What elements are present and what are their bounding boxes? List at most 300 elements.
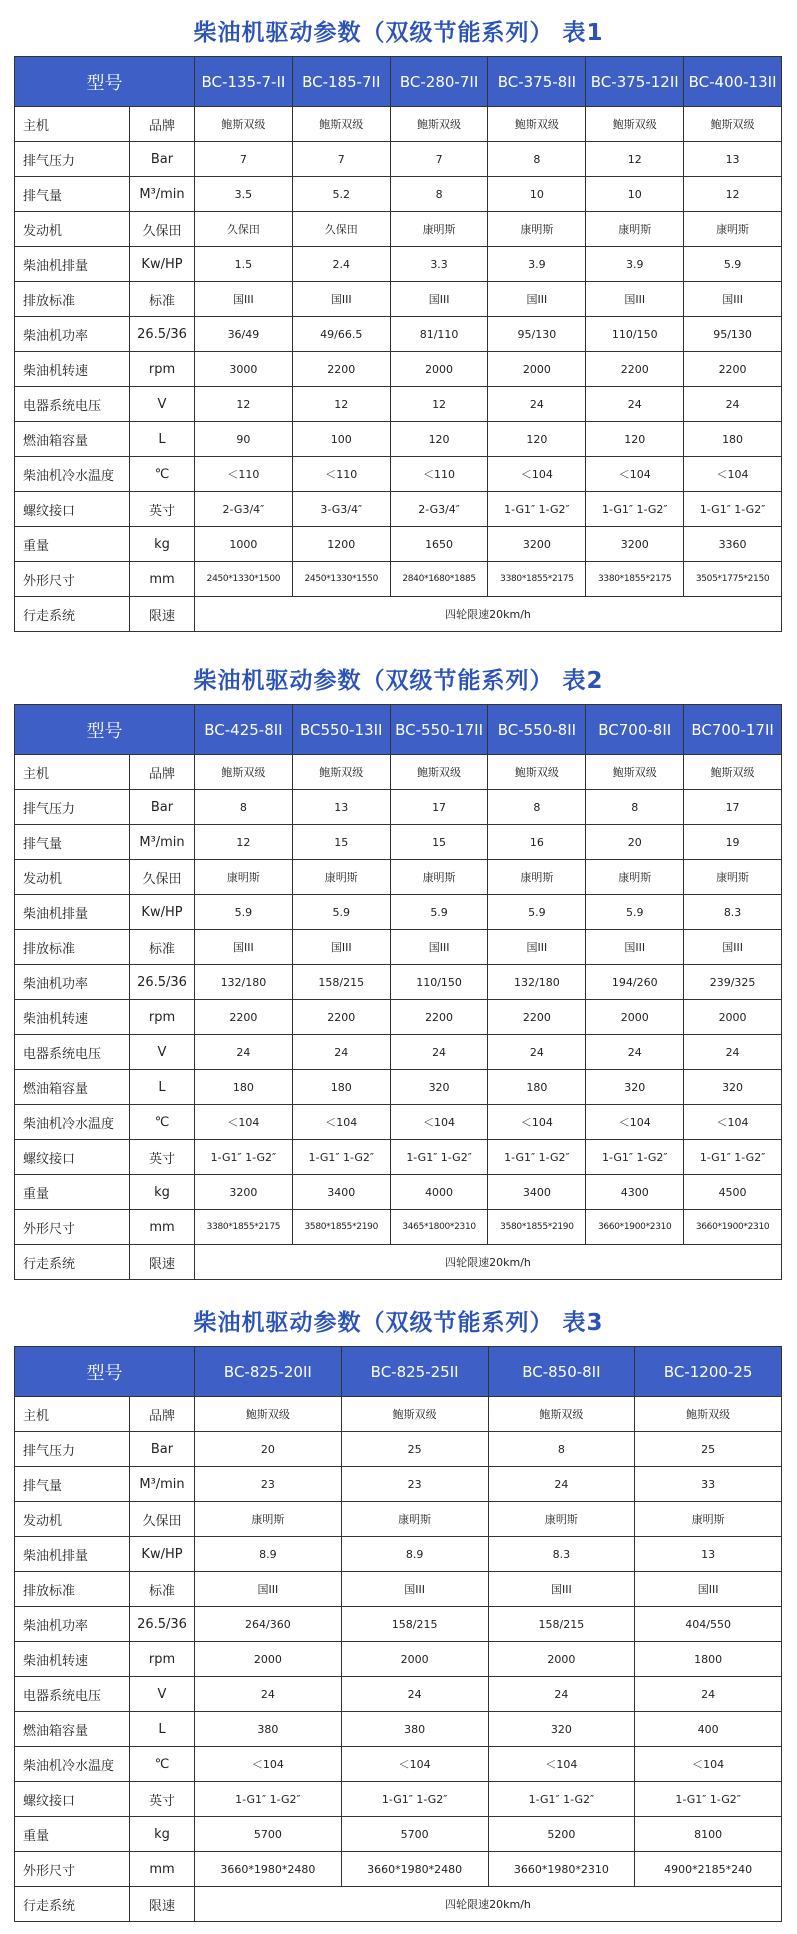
table-row bbox=[15, 1502, 782, 1537]
param-value: 3580*1855*2190 bbox=[488, 1210, 586, 1245]
param-value: 1-G1″ 1-G2″ bbox=[635, 1782, 782, 1817]
param-unit: rpm bbox=[130, 1000, 195, 1035]
param-value: 8 bbox=[488, 790, 586, 825]
param-value: 2-G3/4″ bbox=[195, 492, 293, 527]
table-row bbox=[15, 1712, 782, 1747]
table-row bbox=[15, 142, 782, 177]
param-value: 康明斯 bbox=[488, 1502, 635, 1537]
param-value: 3505*1775*2150 bbox=[684, 562, 782, 597]
param-unit: kg bbox=[130, 1817, 195, 1852]
param-name: 柴油机功率 bbox=[15, 965, 130, 1000]
param-value: 1-G1″ 1-G2″ bbox=[390, 1140, 488, 1175]
table-row bbox=[15, 860, 782, 895]
param-value: 康明斯 bbox=[684, 212, 782, 247]
param-value: 3.5 bbox=[195, 177, 293, 212]
param-unit: M³/min bbox=[130, 177, 195, 212]
param-value: 1650 bbox=[390, 527, 488, 562]
param-value: 康明斯 bbox=[195, 860, 293, 895]
param-value: 3.3 bbox=[390, 247, 488, 282]
param-value: 2000 bbox=[586, 1000, 684, 1035]
param-name: 排气压力 bbox=[15, 142, 130, 177]
param-value: 12 bbox=[292, 387, 390, 422]
param-value: 2450*1330*1550 bbox=[292, 562, 390, 597]
param-value: 3200 bbox=[195, 1175, 293, 1210]
table-row bbox=[15, 492, 782, 527]
param-name: 排放标准 bbox=[15, 282, 130, 317]
param-value: 1-G1″ 1-G2″ bbox=[684, 1140, 782, 1175]
param-value: 2200 bbox=[195, 1000, 293, 1035]
param-value: 国III bbox=[292, 282, 390, 317]
param-value: 24 bbox=[341, 1677, 488, 1712]
param-value: 24 bbox=[488, 1467, 635, 1502]
param-name: 燃油箱容量 bbox=[15, 1712, 130, 1747]
table-row bbox=[15, 352, 782, 387]
param-value: 3660*1980*2480 bbox=[195, 1852, 342, 1887]
param-value: 17 bbox=[684, 790, 782, 825]
param-unit: ℃ bbox=[130, 457, 195, 492]
param-value: 2200 bbox=[292, 352, 390, 387]
param-name: 柴油机功率 bbox=[15, 1607, 130, 1642]
param-unit: 限速 bbox=[130, 1887, 195, 1922]
param-value: 8.9 bbox=[341, 1537, 488, 1572]
param-value: 2840*1680*1885 bbox=[390, 562, 488, 597]
table-row bbox=[15, 1140, 782, 1175]
param-value: 鲍斯双级 bbox=[292, 107, 390, 142]
param-value: 1-G1″ 1-G2″ bbox=[488, 1140, 586, 1175]
param-name: 重量 bbox=[15, 1817, 130, 1852]
param-value: 久保田 bbox=[292, 212, 390, 247]
model-label: 型号 bbox=[15, 705, 195, 755]
model-header: BC-550-8II bbox=[488, 705, 586, 755]
param-name: 主机 bbox=[15, 1397, 130, 1432]
table-row bbox=[15, 1245, 782, 1280]
table-row bbox=[15, 1432, 782, 1467]
param-value: 3660*1900*2310 bbox=[586, 1210, 684, 1245]
param-value: 12 bbox=[195, 825, 293, 860]
model-header: BC700-8II bbox=[586, 705, 684, 755]
param-value: 3400 bbox=[292, 1175, 390, 1210]
param-value: 2200 bbox=[488, 1000, 586, 1035]
param-value: 320 bbox=[586, 1070, 684, 1105]
param-value: 国III bbox=[586, 282, 684, 317]
table-row bbox=[15, 422, 782, 457]
model-header: BC-185-7II bbox=[292, 57, 390, 107]
param-unit: mm bbox=[130, 1210, 195, 1245]
model-header: BC550-13II bbox=[292, 705, 390, 755]
param-value: 180 bbox=[292, 1070, 390, 1105]
param-value: 1-G1″ 1-G2″ bbox=[195, 1782, 342, 1817]
param-value: ＜110 bbox=[390, 457, 488, 492]
param-value: ＜104 bbox=[635, 1747, 782, 1782]
param-value: 鲍斯双级 bbox=[635, 1397, 782, 1432]
param-unit: mm bbox=[130, 1852, 195, 1887]
param-value: 24 bbox=[390, 1035, 488, 1070]
param-unit: Bar bbox=[130, 1432, 195, 1467]
table-row bbox=[15, 317, 782, 352]
param-unit: Bar bbox=[130, 142, 195, 177]
param-value: ＜104 bbox=[586, 1105, 684, 1140]
param-name: 排放标准 bbox=[15, 930, 130, 965]
model-header: BC-425-8II bbox=[195, 705, 293, 755]
param-unit: mm bbox=[130, 562, 195, 597]
param-name: 电器系统电压 bbox=[15, 1035, 130, 1070]
param-unit: 标准 bbox=[130, 930, 195, 965]
param-value: 鲍斯双级 bbox=[292, 755, 390, 790]
param-value: ＜104 bbox=[195, 1747, 342, 1782]
table-row bbox=[15, 1210, 782, 1245]
param-value: 国III bbox=[195, 282, 293, 317]
param-name: 排气压力 bbox=[15, 790, 130, 825]
param-value: 国III bbox=[292, 930, 390, 965]
param-value: 1-G1″ 1-G2″ bbox=[195, 1140, 293, 1175]
param-value: 10 bbox=[488, 177, 586, 212]
param-name: 外形尺寸 bbox=[15, 562, 130, 597]
param-unit: 限速 bbox=[130, 1245, 195, 1280]
param-value: 24 bbox=[684, 1035, 782, 1070]
table-row bbox=[15, 1642, 782, 1677]
param-value: 24 bbox=[586, 387, 684, 422]
param-value: 15 bbox=[390, 825, 488, 860]
param-value: 康明斯 bbox=[292, 860, 390, 895]
param-value: 194/260 bbox=[586, 965, 684, 1000]
param-value: 95/130 bbox=[488, 317, 586, 352]
param-value: 2.4 bbox=[292, 247, 390, 282]
param-value: 康明斯 bbox=[341, 1502, 488, 1537]
param-unit: 26.5/36 bbox=[130, 1607, 195, 1642]
param-value: 100 bbox=[292, 422, 390, 457]
param-name: 电器系统电压 bbox=[15, 1677, 130, 1712]
param-unit: ℃ bbox=[130, 1105, 195, 1140]
param-unit: M³/min bbox=[130, 825, 195, 860]
param-value: 95/130 bbox=[684, 317, 782, 352]
param-name: 发动机 bbox=[15, 1502, 130, 1537]
param-value: 24 bbox=[292, 1035, 390, 1070]
param-name: 发动机 bbox=[15, 212, 130, 247]
spec-table bbox=[14, 1346, 782, 1922]
table-row bbox=[15, 1175, 782, 1210]
param-value: 36/49 bbox=[195, 317, 293, 352]
table-row bbox=[15, 1000, 782, 1035]
param-value: 10 bbox=[586, 177, 684, 212]
param-value: 1800 bbox=[635, 1642, 782, 1677]
param-name: 行走系统 bbox=[15, 597, 130, 632]
param-name: 重量 bbox=[15, 527, 130, 562]
model-header: BC-825-25II bbox=[341, 1347, 488, 1397]
param-value: 120 bbox=[488, 422, 586, 457]
param-value: 7 bbox=[195, 142, 293, 177]
param-name: 外形尺寸 bbox=[15, 1852, 130, 1887]
param-value: 4500 bbox=[684, 1175, 782, 1210]
param-value: 4000 bbox=[390, 1175, 488, 1210]
param-name: 行走系统 bbox=[15, 1887, 130, 1922]
table-row bbox=[15, 1397, 782, 1432]
param-value: 3380*1855*2175 bbox=[195, 1210, 293, 1245]
param-value: 3580*1855*2190 bbox=[292, 1210, 390, 1245]
param-value: 8 bbox=[195, 790, 293, 825]
table-row bbox=[15, 1817, 782, 1852]
param-value: 鲍斯双级 bbox=[341, 1397, 488, 1432]
param-value: 1.5 bbox=[195, 247, 293, 282]
param-value: 5700 bbox=[195, 1817, 342, 1852]
param-unit: ℃ bbox=[130, 1747, 195, 1782]
param-value: 90 bbox=[195, 422, 293, 457]
param-value: 3360 bbox=[684, 527, 782, 562]
param-name: 外形尺寸 bbox=[15, 1210, 130, 1245]
param-value: 国III bbox=[635, 1572, 782, 1607]
table-row bbox=[15, 212, 782, 247]
param-value: 久保田 bbox=[195, 212, 293, 247]
param-value: 康明斯 bbox=[684, 860, 782, 895]
param-value: 康明斯 bbox=[586, 212, 684, 247]
param-value: 2450*1330*1500 bbox=[195, 562, 293, 597]
param-name: 柴油机冷水温度 bbox=[15, 457, 130, 492]
param-value: 12 bbox=[195, 387, 293, 422]
model-header: BC-1200-25 bbox=[635, 1347, 782, 1397]
param-value: 132/180 bbox=[488, 965, 586, 1000]
param-value: 7 bbox=[390, 142, 488, 177]
param-value: ＜104 bbox=[684, 1105, 782, 1140]
param-value: 鲍斯双级 bbox=[586, 107, 684, 142]
param-value: 2000 bbox=[390, 352, 488, 387]
param-value: 国III bbox=[195, 1572, 342, 1607]
param-value: 132/180 bbox=[195, 965, 293, 1000]
table-row bbox=[15, 1852, 782, 1887]
param-unit: Bar bbox=[130, 790, 195, 825]
param-value: ＜104 bbox=[684, 457, 782, 492]
param-value: 180 bbox=[488, 1070, 586, 1105]
table-title: 柴油机驱动参数（双级节能系列） 表2 bbox=[193, 668, 604, 694]
param-value: 4300 bbox=[586, 1175, 684, 1210]
param-unit: Kw/HP bbox=[130, 247, 195, 282]
param-name: 发动机 bbox=[15, 860, 130, 895]
param-value: 17 bbox=[390, 790, 488, 825]
param-value: 3380*1855*2175 bbox=[488, 562, 586, 597]
param-value: 12 bbox=[390, 387, 488, 422]
param-value: 鲍斯双级 bbox=[195, 755, 293, 790]
model-header: BC-550-17II bbox=[390, 705, 488, 755]
table-row bbox=[15, 825, 782, 860]
param-name: 螺纹接口 bbox=[15, 492, 130, 527]
param-value: ＜110 bbox=[195, 457, 293, 492]
param-value: 24 bbox=[635, 1677, 782, 1712]
param-value: 3400 bbox=[488, 1175, 586, 1210]
param-unit: 品牌 bbox=[130, 1397, 195, 1432]
table-header-row bbox=[15, 1347, 782, 1397]
param-unit: 限速 bbox=[130, 597, 195, 632]
param-value: 120 bbox=[586, 422, 684, 457]
param-name: 螺纹接口 bbox=[15, 1140, 130, 1175]
param-value: 2000 bbox=[195, 1642, 342, 1677]
param-unit: 26.5/36 bbox=[130, 317, 195, 352]
param-name: 排放标准 bbox=[15, 1572, 130, 1607]
param-value: ＜104 bbox=[292, 1105, 390, 1140]
param-value: 400 bbox=[635, 1712, 782, 1747]
param-value: 5.9 bbox=[195, 895, 293, 930]
param-value: 180 bbox=[684, 422, 782, 457]
param-value: 24 bbox=[195, 1677, 342, 1712]
param-value: ＜104 bbox=[488, 1105, 586, 1140]
param-unit: 英寸 bbox=[130, 492, 195, 527]
param-name: 柴油机冷水温度 bbox=[15, 1105, 130, 1140]
table-row bbox=[15, 755, 782, 790]
param-value: 鲍斯双级 bbox=[390, 107, 488, 142]
param-value: 110/150 bbox=[586, 317, 684, 352]
param-unit: 久保田 bbox=[130, 860, 195, 895]
param-value: 鲍斯双级 bbox=[684, 755, 782, 790]
param-value: 12 bbox=[586, 142, 684, 177]
param-name: 排气量 bbox=[15, 825, 130, 860]
param-unit: 久保田 bbox=[130, 1502, 195, 1537]
param-value: 2000 bbox=[341, 1642, 488, 1677]
param-value: 5.9 bbox=[586, 895, 684, 930]
param-value: 国III bbox=[488, 282, 586, 317]
param-value: 25 bbox=[635, 1432, 782, 1467]
table-row bbox=[15, 177, 782, 212]
table-row bbox=[15, 107, 782, 142]
param-value: 8.3 bbox=[684, 895, 782, 930]
table-row bbox=[15, 1467, 782, 1502]
param-name: 柴油机转速 bbox=[15, 1642, 130, 1677]
param-value: ＜104 bbox=[488, 1747, 635, 1782]
param-value: 7 bbox=[292, 142, 390, 177]
param-value: ＜104 bbox=[586, 457, 684, 492]
model-header: BC-375-12II bbox=[586, 57, 684, 107]
table-row bbox=[15, 930, 782, 965]
model-header: BC700-17II bbox=[684, 705, 782, 755]
param-value: 4900*2185*240 bbox=[635, 1852, 782, 1887]
param-value: 鲍斯双级 bbox=[195, 1397, 342, 1432]
param-value: 康明斯 bbox=[390, 860, 488, 895]
param-value: 33 bbox=[635, 1467, 782, 1502]
param-unit: rpm bbox=[130, 352, 195, 387]
param-unit: 英寸 bbox=[130, 1140, 195, 1175]
param-value: 23 bbox=[195, 1467, 342, 1502]
param-name: 柴油机排量 bbox=[15, 247, 130, 282]
param-value: 5.2 bbox=[292, 177, 390, 212]
param-value: 康明斯 bbox=[390, 212, 488, 247]
param-value: 3-G3/4″ bbox=[292, 492, 390, 527]
param-value: 19 bbox=[684, 825, 782, 860]
param-value: 13 bbox=[635, 1537, 782, 1572]
param-value: 380 bbox=[341, 1712, 488, 1747]
param-value: 四轮限速20km/h bbox=[195, 1245, 782, 1280]
model-label: 型号 bbox=[15, 57, 195, 107]
param-value: 1-G1″ 1-G2″ bbox=[488, 492, 586, 527]
param-value: 鲍斯双级 bbox=[586, 755, 684, 790]
param-value: 康明斯 bbox=[635, 1502, 782, 1537]
param-value: 国III bbox=[341, 1572, 488, 1607]
table-row bbox=[15, 1070, 782, 1105]
param-value: 49/66.5 bbox=[292, 317, 390, 352]
param-value: 25 bbox=[341, 1432, 488, 1467]
param-value: 158/215 bbox=[488, 1607, 635, 1642]
param-value: 8100 bbox=[635, 1817, 782, 1852]
table-row bbox=[15, 1677, 782, 1712]
param-name: 主机 bbox=[15, 107, 130, 142]
param-name: 柴油机功率 bbox=[15, 317, 130, 352]
param-value: 国III bbox=[684, 930, 782, 965]
param-name: 柴油机排量 bbox=[15, 895, 130, 930]
param-value: 158/215 bbox=[341, 1607, 488, 1642]
model-header: BC-280-7II bbox=[390, 57, 488, 107]
param-value: 5700 bbox=[341, 1817, 488, 1852]
param-name: 排气量 bbox=[15, 177, 130, 212]
param-value: ＜110 bbox=[292, 457, 390, 492]
param-name: 燃油箱容量 bbox=[15, 422, 130, 457]
param-value: 1-G1″ 1-G2″ bbox=[586, 1140, 684, 1175]
param-value: 3465*1800*2310 bbox=[390, 1210, 488, 1245]
param-value: 5.9 bbox=[488, 895, 586, 930]
table-row bbox=[15, 1607, 782, 1642]
param-value: 13 bbox=[684, 142, 782, 177]
param-value: 3200 bbox=[488, 527, 586, 562]
param-value: 康明斯 bbox=[488, 860, 586, 895]
param-value: 320 bbox=[684, 1070, 782, 1105]
param-name: 重量 bbox=[15, 1175, 130, 1210]
table-row bbox=[15, 527, 782, 562]
param-value: 239/325 bbox=[684, 965, 782, 1000]
table-row bbox=[15, 1572, 782, 1607]
param-unit: Kw/HP bbox=[130, 895, 195, 930]
param-value: 2200 bbox=[292, 1000, 390, 1035]
param-value: 3660*1980*2480 bbox=[341, 1852, 488, 1887]
param-value: 20 bbox=[586, 825, 684, 860]
param-value: 404/550 bbox=[635, 1607, 782, 1642]
param-value: 1-G1″ 1-G2″ bbox=[488, 1782, 635, 1817]
param-value: 3000 bbox=[195, 352, 293, 387]
param-unit: 标准 bbox=[130, 282, 195, 317]
param-value: 8 bbox=[488, 1432, 635, 1467]
table-row bbox=[15, 457, 782, 492]
param-value: 2200 bbox=[684, 352, 782, 387]
table-row bbox=[15, 895, 782, 930]
param-value: 8 bbox=[488, 142, 586, 177]
param-value: 康明斯 bbox=[586, 860, 684, 895]
table-header-row bbox=[15, 57, 782, 107]
param-unit: rpm bbox=[130, 1642, 195, 1677]
model-header: BC-135-7-II bbox=[195, 57, 293, 107]
param-value: 5.9 bbox=[684, 247, 782, 282]
param-unit: L bbox=[130, 422, 195, 457]
table-row bbox=[15, 1887, 782, 1922]
param-value: 国III bbox=[586, 930, 684, 965]
param-name: 柴油机转速 bbox=[15, 352, 130, 387]
param-value: 24 bbox=[488, 387, 586, 422]
param-value: 四轮限速20km/h bbox=[195, 597, 782, 632]
param-name: 柴油机转速 bbox=[15, 1000, 130, 1035]
table-row bbox=[15, 247, 782, 282]
param-value: 15 bbox=[292, 825, 390, 860]
param-value: 3660*1980*2310 bbox=[488, 1852, 635, 1887]
param-value: 国III bbox=[390, 930, 488, 965]
param-value: 8.3 bbox=[488, 1537, 635, 1572]
param-value: 20 bbox=[195, 1432, 342, 1467]
table-title: 柴油机驱动参数（双级节能系列） 表3 bbox=[193, 1310, 604, 1336]
param-unit: V bbox=[130, 1035, 195, 1070]
param-value: 24 bbox=[684, 387, 782, 422]
param-value: 3380*1855*2175 bbox=[586, 562, 684, 597]
model-label: 型号 bbox=[15, 1347, 195, 1397]
param-name: 行走系统 bbox=[15, 1245, 130, 1280]
param-unit: Kw/HP bbox=[130, 1537, 195, 1572]
param-unit: 标准 bbox=[130, 1572, 195, 1607]
param-value: 110/150 bbox=[390, 965, 488, 1000]
param-name: 排气量 bbox=[15, 1467, 130, 1502]
param-value: 1-G1″ 1-G2″ bbox=[292, 1140, 390, 1175]
spec-table bbox=[14, 704, 782, 1280]
spec-table bbox=[14, 56, 782, 632]
param-value: 国III bbox=[390, 282, 488, 317]
